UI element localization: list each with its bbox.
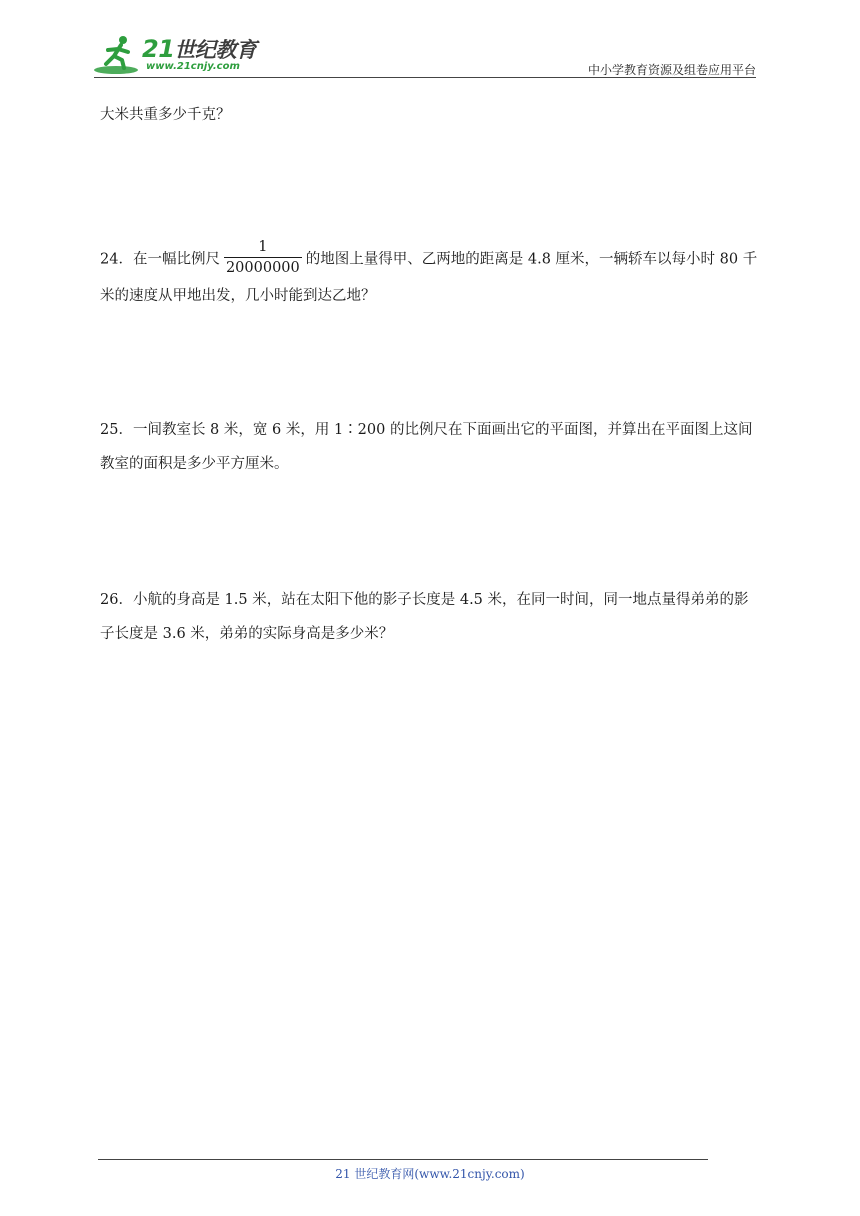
question-text-after-fraction: 的地图上量得甲、乙两地的距离是 4.8 厘米，一辆轿车以每小时 80 千米的速度从甲地出发，几小时能到达乙地？ xyxy=(100,251,758,304)
runner-logo-icon xyxy=(94,34,144,76)
question-23-continuation xyxy=(100,98,762,132)
logo-chinese: 世纪教育 xyxy=(174,38,257,62)
fraction-numerator: 1 xyxy=(224,238,302,258)
question-text: 一间教室长 8 米，宽 6 米，用 1∶200 的比例尺在下面画出它的平面图，并算出在平面图上这间教室的面积是多少平方厘米。 xyxy=(100,422,753,472)
question-text: 小航的身高是 1.5 米，站在太阳下他的影子长度是 4.5 米，在同一时间，同一地点量得弟弟的影子长度是 3.6 米，弟弟的实际身高是多少米？ xyxy=(100,592,749,642)
logo-wordmark xyxy=(142,34,256,64)
question-24 xyxy=(100,240,762,313)
scale-fraction xyxy=(224,238,302,277)
fraction-denominator: 20000000 xyxy=(225,260,300,276)
logo-number: 21 xyxy=(142,35,175,63)
platform-name: 中小学教育资源及组卷应用平台 xyxy=(587,63,756,77)
logo-url: www.21cnjy.com xyxy=(146,61,240,72)
question-26 xyxy=(100,583,762,651)
logo xyxy=(94,34,264,76)
question-text-before-fraction: 在一幅比例尺 xyxy=(132,251,220,268)
question-number: 24． xyxy=(100,251,133,268)
question-text: 大米共重多少千克？ xyxy=(100,107,231,123)
question-number: 25． xyxy=(100,422,133,438)
page-header xyxy=(94,30,756,78)
question-25 xyxy=(100,413,762,481)
footer-divider xyxy=(98,1159,708,1160)
header-divider xyxy=(94,77,756,78)
question-number: 26． xyxy=(100,592,133,608)
footer-link[interactable]: 21 世纪教育网(www.21cnjy.com) xyxy=(335,1167,525,1181)
